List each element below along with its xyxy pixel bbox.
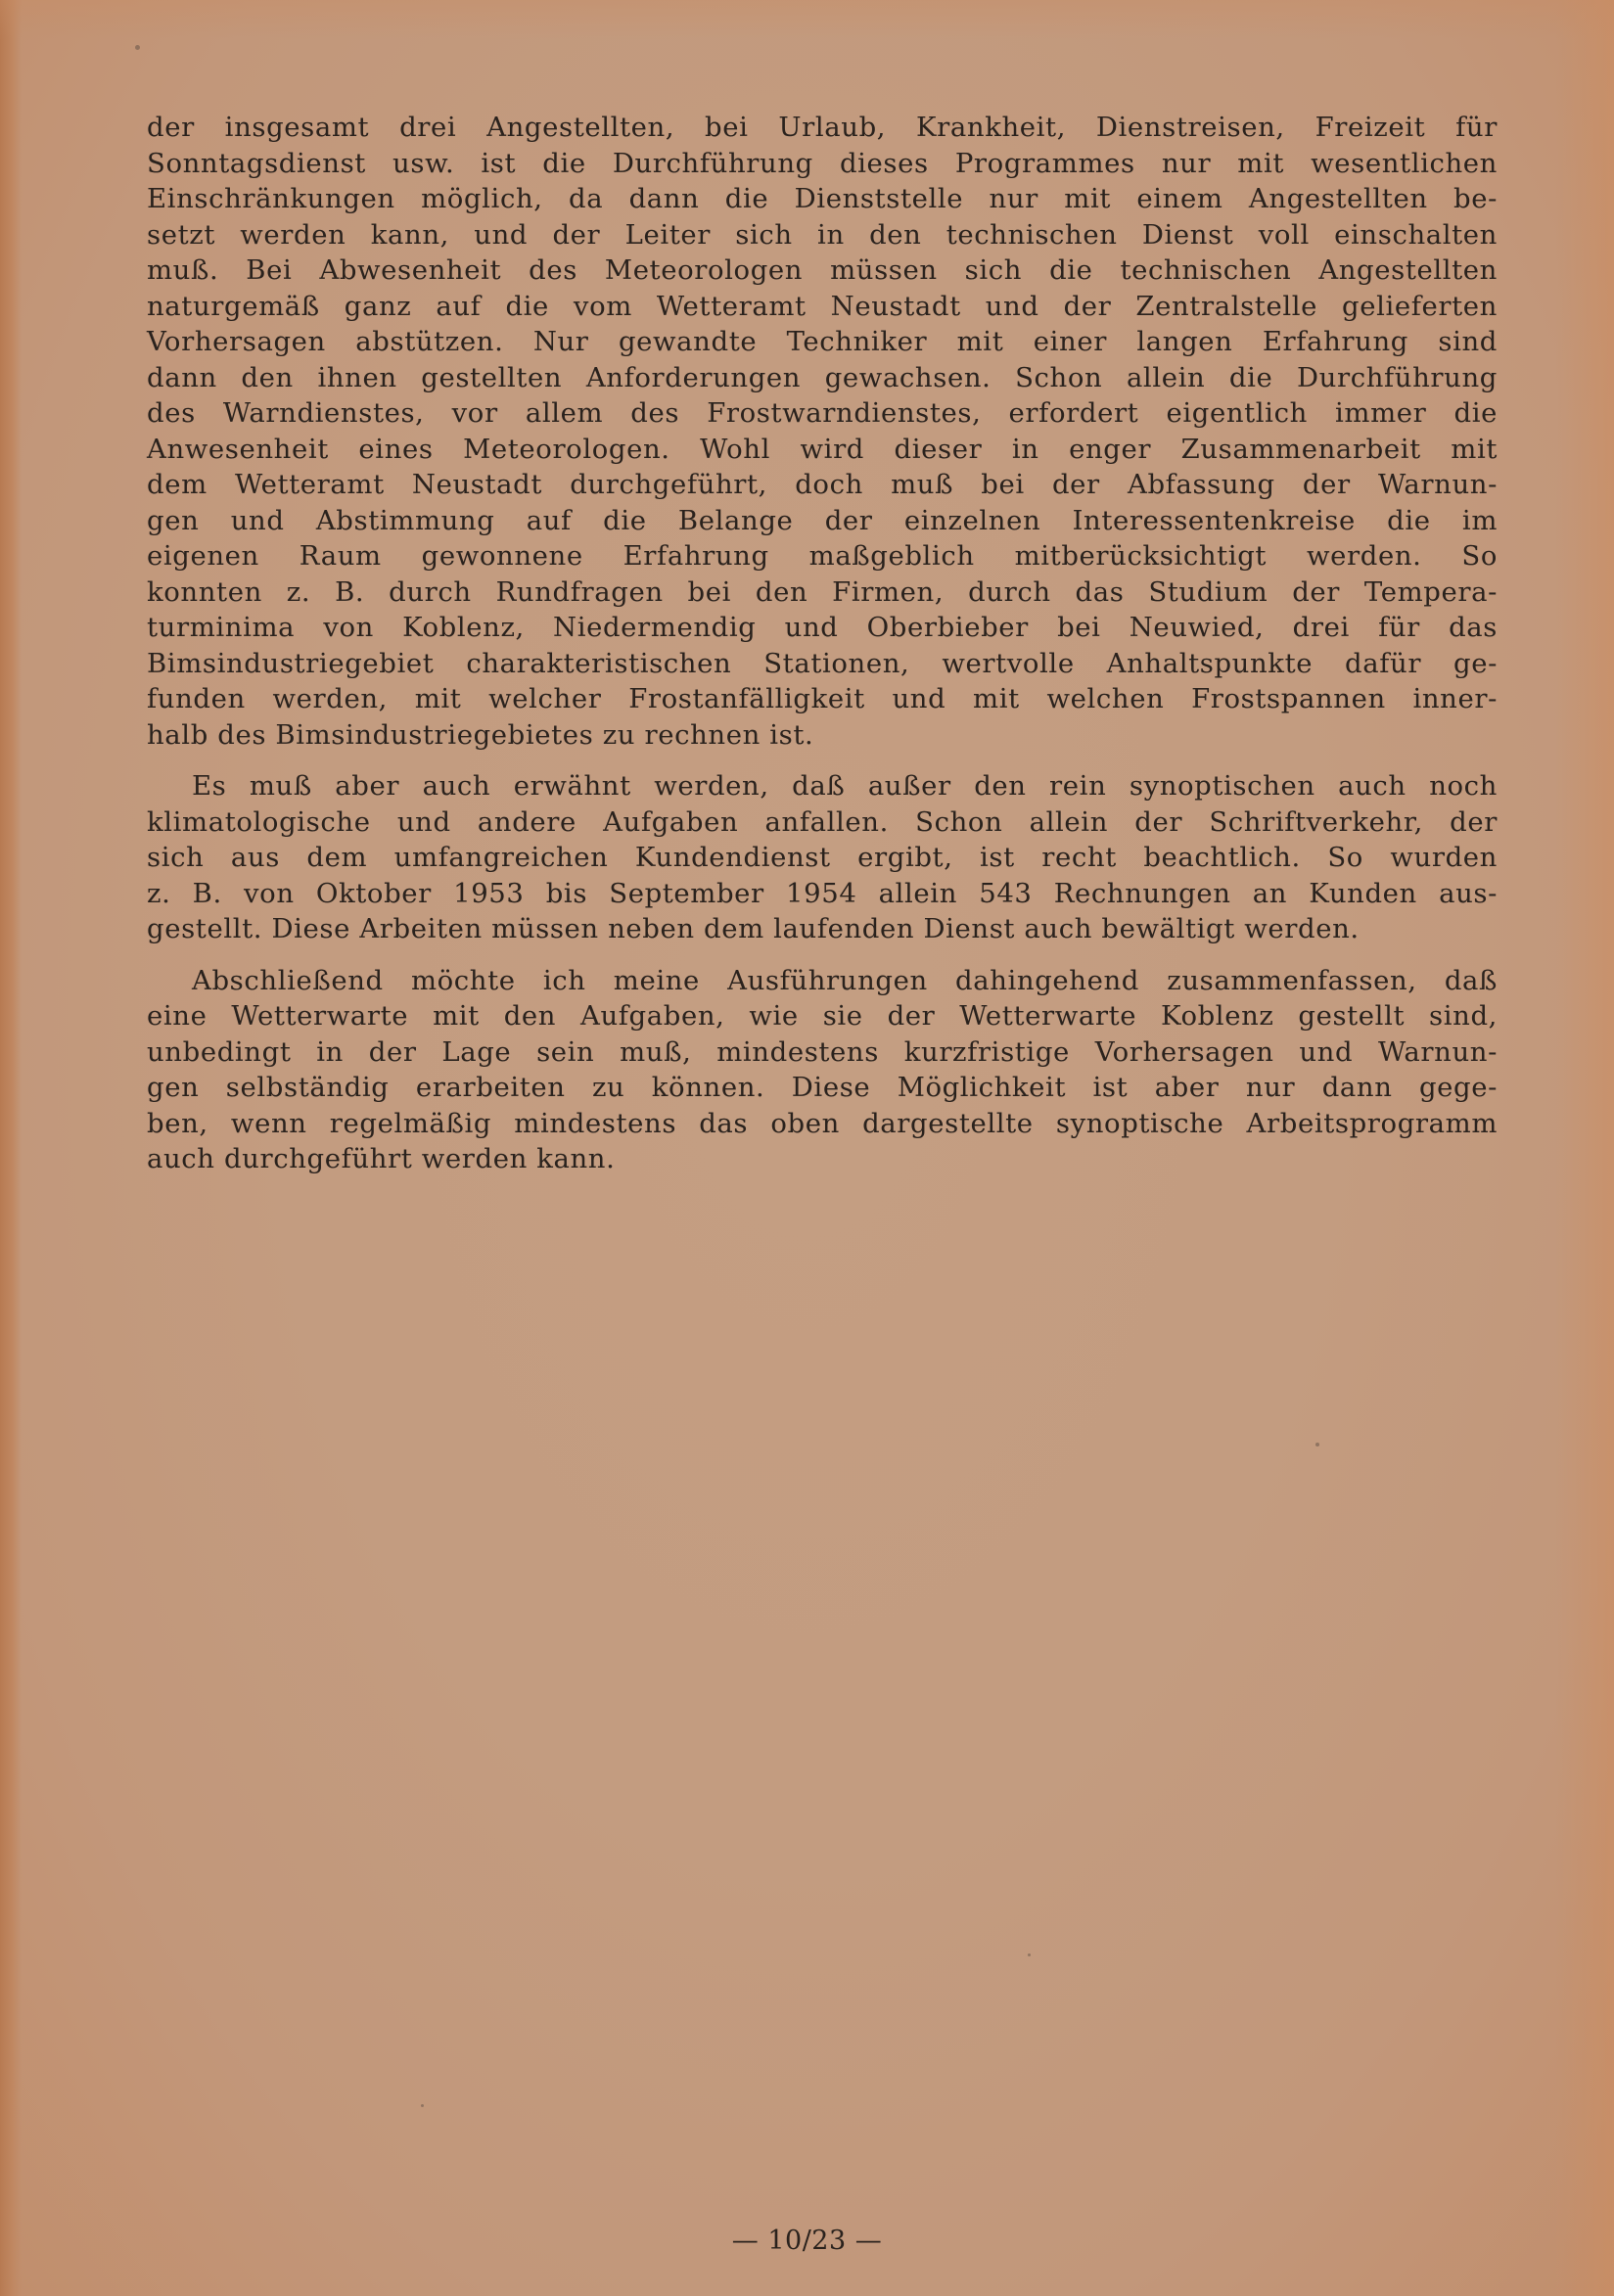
text-line: klimatologische und andere Aufgaben anfallen. Schon allein der Schriftverkehr, der [147, 805, 1498, 838]
text-line: ben, wenn regelmäßig mindestens das oben dargestellte synoptische Arbeitsprogramm [147, 1107, 1498, 1139]
text-line: muß. Bei Abwesenheit des Meteorologen müssen sich die technischen Angestellten [147, 254, 1498, 286]
paragraph-1 [147, 110, 1498, 753]
paper-speck [421, 2104, 424, 2107]
text-line: sich aus dem umfangreichen Kundendienst ergibt, ist recht beachtlich. So wurden [147, 842, 1498, 873]
paper-speck [1315, 1443, 1319, 1446]
paper-speck [135, 45, 140, 50]
text-line: Vorhersagen abstützen. Nur gewandte Techniker mit einer langen Erfahrung sind [147, 326, 1498, 357]
text-line: halb des Bimsindustriegebietes zu rechnen ist. [147, 718, 814, 751]
text-line: gen selbständig erarbeiten zu können. Diese Möglichkeit ist aber nur dann gege- [147, 1072, 1498, 1103]
paper-speck [1028, 1953, 1031, 1956]
page-number: — 10/23 — [731, 2226, 883, 2256]
text-line: z. B. von Oktober 1953 bis September 1954 allein 543 Rechnungen an Kunden aus- [147, 877, 1498, 909]
text-line: Anwesenheit eines Meteorologen. Wohl wird dieser in enger Zusammenarbeit mit [147, 433, 1498, 465]
text-line: auch durchgeführt werden kann. [147, 1143, 616, 1174]
text-line: setzt werden kann, und der Leiter sich in den technischen Dienst voll einschalten [147, 218, 1498, 251]
paper-edge-top [0, 0, 1614, 39]
text-line: Abschließend möchte ich meine Ausführungen dahingehend zusammenfassen, daß [192, 964, 1498, 996]
text-line: Sonntagsdienst usw. ist die Durchführung dieses Programmes nur mit wesentlichen [147, 147, 1498, 179]
text-line: naturgemäß ganz auf die vom Wetteramt Neustadt und der Zentralstelle gelieferten [147, 290, 1498, 322]
text-line: turminima von Koblenz, Niedermendig und Oberbieber bei Neuwied, drei für das [147, 612, 1498, 643]
paper-edge-left [0, 0, 22, 2296]
text-line: konnten z. B. durch Rundfragen bei den Firmen, durch das Studium der Tempera- [147, 575, 1498, 608]
text-line: dann den ihnen gestellten Anforderungen gewachsen. Schon allein die Durchführung [147, 361, 1498, 393]
paper-edge-right [1555, 0, 1614, 2296]
paragraph-2 [147, 768, 1498, 947]
text-line: Einschränkungen möglich, da dann die Dienststelle nur mit einem Angestellten be- [147, 183, 1498, 214]
paragraph-3 [147, 963, 1498, 1177]
text-line: Bimsindustriegebiet charakteristischen Stationen, wertvolle Anhaltspunkte dafür ge- [147, 647, 1498, 679]
text-line: des Warndienstes, vor allem des Frostwarndienstes, erfordert eigentlich immer die [147, 397, 1498, 429]
text-line: eine Wetterwarte mit den Aufgaben, wie sie der Wetterwarte Koblenz gestellt sind, [147, 1000, 1498, 1032]
text-line: der insgesamt drei Angestellten, bei Urlaub, Krankheit, Dienstreisen, Freizeit für [147, 112, 1498, 143]
text-line: unbedingt in der Lage sein muß, mindestens kurzfristige Vorhersagen und Warnun- [147, 1035, 1498, 1068]
text-line: Es muß aber auch erwähnt werden, daß außer den rein synoptischen auch noch [192, 770, 1498, 802]
text-line: eigenen Raum gewonnene Erfahrung maßgeblich mitberücksichtigt werden. So [147, 540, 1498, 572]
text-line: funden werden, mit welcher Frostanfälligkeit und mit welchen Frostspannen inner- [147, 683, 1498, 714]
text-line: dem Wetteramt Neustadt durchgeführt, doch muß bei der Abfassung der Warnun- [147, 469, 1498, 500]
text-line: gen und Abstimmung auf die Belange der einzelnen Interessentenkreise die im [147, 504, 1498, 536]
text-line: gestellt. Diese Arbeiten müssen neben dem laufenden Dienst auch bewältigt werden. [147, 913, 1360, 944]
body-text [147, 110, 1498, 1193]
